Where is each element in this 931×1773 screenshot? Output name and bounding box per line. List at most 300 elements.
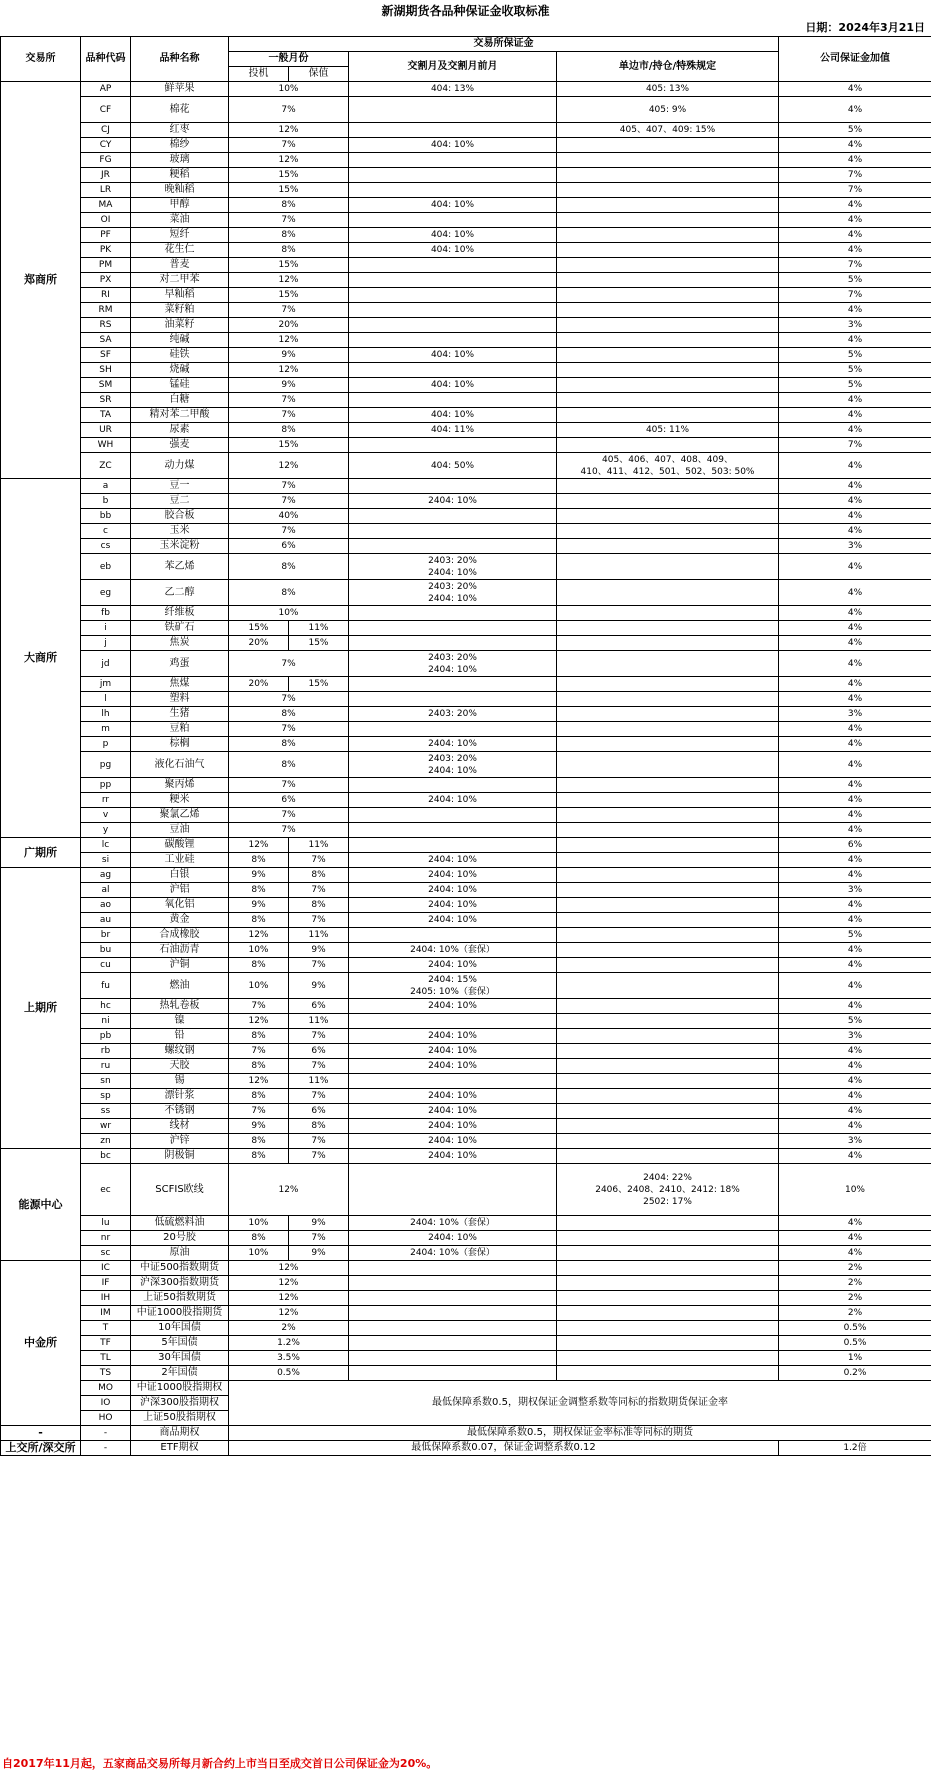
table-row: [1, 1351, 931, 1366]
company-add-cell: 3%: [779, 539, 931, 554]
delivery-margin-cell: [349, 677, 557, 692]
spec-margin-cell: 10%: [229, 973, 289, 999]
general-margin-cell: 10%: [229, 606, 349, 621]
hedge-margin-cell: 6%: [289, 1104, 349, 1119]
name-cell: 晚籼稻: [131, 183, 229, 198]
special-rule-cell: [557, 168, 779, 183]
delivery-margin-cell: [349, 524, 557, 539]
name-cell: 纯碱: [131, 333, 229, 348]
name-cell: 豆油: [131, 823, 229, 838]
option-rule-cell: 最低保障系数0.07，保证金调整系数0.12: [229, 1441, 779, 1456]
delivery-margin-cell: 404: 10%: [349, 243, 557, 258]
table-row: [1, 606, 931, 621]
table-row: [1, 973, 931, 999]
general-margin-cell: 12%: [229, 333, 349, 348]
company-add-cell: 4%: [779, 198, 931, 213]
company-add-cell: 4%: [779, 1216, 931, 1231]
spec-margin-cell: 12%: [229, 838, 289, 853]
company-add-cell: 4%: [779, 636, 931, 651]
general-margin-cell: 0.5%: [229, 1366, 349, 1381]
code-cell: SA: [81, 333, 131, 348]
spec-margin-cell: 12%: [229, 1074, 289, 1089]
name-cell: 早籼稻: [131, 288, 229, 303]
special-rule-cell: [557, 1149, 779, 1164]
delivery-margin-cell: [349, 213, 557, 228]
code-cell: al: [81, 883, 131, 898]
spec-margin-cell: 8%: [229, 853, 289, 868]
special-rule-cell: [557, 883, 779, 898]
delivery-margin-cell: [349, 722, 557, 737]
name-cell: 5年国债: [131, 1336, 229, 1351]
name-cell: 鸡蛋: [131, 651, 229, 677]
table-row: [1, 539, 931, 554]
exchange-cell: -: [1, 1426, 81, 1441]
table-row: [1, 438, 931, 453]
company-add-cell: 0.5%: [779, 1336, 931, 1351]
delivery-margin-cell: 404: 10%: [349, 408, 557, 423]
delivery-margin-cell: [349, 808, 557, 823]
code-cell: v: [81, 808, 131, 823]
table-row: [1, 808, 931, 823]
special-rule-cell: [557, 1261, 779, 1276]
table-row: [1, 692, 931, 707]
special-rule-cell: [557, 677, 779, 692]
delivery-margin-cell: 2404: 10%: [349, 494, 557, 509]
company-add-cell: 0.2%: [779, 1366, 931, 1381]
table-row: [1, 1134, 931, 1149]
special-rule-cell: [557, 1104, 779, 1119]
table-row: [1, 722, 931, 737]
company-add-cell: 4%: [779, 898, 931, 913]
footer-note: 自2017年11月起，五家商品交易所每月新合约上市当日至成交首日公司保证金为20%。: [2, 1757, 438, 1770]
delivery-margin-cell: 2404: 10%: [349, 1104, 557, 1119]
spec-margin-cell: 8%: [229, 913, 289, 928]
code-cell: RM: [81, 303, 131, 318]
general-margin-cell: 7%: [229, 823, 349, 838]
name-cell: 塑料: [131, 692, 229, 707]
name-cell: 中证1000股指期权: [131, 1381, 229, 1396]
hedge-margin-cell: 8%: [289, 1119, 349, 1134]
table-row: [1, 621, 931, 636]
special-rule-cell: [557, 1134, 779, 1149]
special-rule-cell: [557, 438, 779, 453]
general-margin-cell: 12%: [229, 273, 349, 288]
delivery-margin-cell: [349, 636, 557, 651]
name-cell: 螺纹钢: [131, 1044, 229, 1059]
delivery-margin-cell: 2404: 15% 2405: 10%（套保）: [349, 973, 557, 999]
name-cell: 豆粕: [131, 722, 229, 737]
general-margin-cell: 7%: [229, 651, 349, 677]
delivery-margin-cell: [349, 1366, 557, 1381]
general-margin-cell: 8%: [229, 243, 349, 258]
name-cell: 2年国债: [131, 1366, 229, 1381]
code-cell: c: [81, 524, 131, 539]
company-add-cell: 4%: [779, 153, 931, 168]
table-row: [1, 1044, 931, 1059]
exchange-cell: 广期所: [1, 838, 81, 868]
company-add-cell: 4%: [779, 228, 931, 243]
company-add-cell: 4%: [779, 509, 931, 524]
hedge-margin-cell: 15%: [289, 677, 349, 692]
company-add-cell: 7%: [779, 258, 931, 273]
special-rule-cell: 2404: 22% 2406、2408、2410、2412: 18% 2502: 17%: [557, 1164, 779, 1216]
code-cell: IO: [81, 1396, 131, 1411]
delivery-margin-cell: 2404: 10%: [349, 868, 557, 883]
general-margin-cell: 8%: [229, 554, 349, 580]
name-cell: 棉花: [131, 97, 229, 123]
hedge-margin-cell: 7%: [289, 958, 349, 973]
spec-margin-cell: 9%: [229, 898, 289, 913]
general-margin-cell: 9%: [229, 348, 349, 363]
name-cell: 玉米淀粉: [131, 539, 229, 554]
code-cell: rr: [81, 793, 131, 808]
company-add-cell: 4%: [779, 1044, 931, 1059]
special-rule-cell: [557, 198, 779, 213]
company-add-cell: 4%: [779, 1231, 931, 1246]
special-rule-cell: [557, 408, 779, 423]
code-cell: MO: [81, 1381, 131, 1396]
table-row: [1, 1164, 931, 1216]
name-cell: 菜籽粕: [131, 303, 229, 318]
general-margin-cell: 12%: [229, 123, 349, 138]
special-rule-cell: 405、407、409: 15%: [557, 123, 779, 138]
special-rule-cell: [557, 509, 779, 524]
code-cell: TS: [81, 1366, 131, 1381]
code-cell: SM: [81, 378, 131, 393]
name-cell: 合成橡胶: [131, 928, 229, 943]
code-cell: rb: [81, 1044, 131, 1059]
delivery-margin-cell: 2403: 20% 2404: 10%: [349, 752, 557, 778]
code-cell: lu: [81, 1216, 131, 1231]
company-add-cell: 4%: [779, 737, 931, 752]
delivery-margin-cell: 2404: 10%: [349, 1059, 557, 1074]
code-cell: TL: [81, 1351, 131, 1366]
name-cell: 不锈钢: [131, 1104, 229, 1119]
table-row: [1, 651, 931, 677]
code-cell: br: [81, 928, 131, 943]
name-cell: 聚氯乙烯: [131, 808, 229, 823]
code-cell: AP: [81, 82, 131, 97]
header-delivery-month: 交割月及交割月前月: [349, 52, 557, 82]
company-add-cell: 4%: [779, 677, 931, 692]
name-cell: 30年国债: [131, 1351, 229, 1366]
delivery-margin-cell: [349, 479, 557, 494]
company-add-cell: 4%: [779, 453, 931, 479]
spec-margin-cell: 20%: [229, 636, 289, 651]
general-margin-cell: 7%: [229, 97, 349, 123]
table-row: [1, 1321, 931, 1336]
table-row: [1, 453, 931, 479]
delivery-margin-cell: 2404: 10%: [349, 1044, 557, 1059]
code-cell: SF: [81, 348, 131, 363]
table-row: [1, 823, 931, 838]
code-cell: UR: [81, 423, 131, 438]
special-rule-cell: [557, 722, 779, 737]
company-add-cell: 4%: [779, 554, 931, 580]
delivery-margin-cell: 2404: 10%: [349, 913, 557, 928]
spec-margin-cell: 8%: [229, 1029, 289, 1044]
table-row: [1, 554, 931, 580]
general-margin-cell: 12%: [229, 363, 349, 378]
hedge-margin-cell: 7%: [289, 1134, 349, 1149]
name-cell: 对二甲苯: [131, 273, 229, 288]
name-cell: 红枣: [131, 123, 229, 138]
spec-margin-cell: 12%: [229, 1014, 289, 1029]
delivery-margin-cell: [349, 123, 557, 138]
table-row: [1, 928, 931, 943]
name-cell: 中证1000股指期货: [131, 1306, 229, 1321]
company-add-cell: 4%: [779, 621, 931, 636]
general-margin-cell: 7%: [229, 393, 349, 408]
general-margin-cell: 6%: [229, 539, 349, 554]
company-add-cell: 4%: [779, 999, 931, 1014]
table-row: [1, 958, 931, 973]
delivery-margin-cell: 2403: 20%: [349, 707, 557, 722]
special-rule-cell: 405: 11%: [557, 423, 779, 438]
name-cell: 白糖: [131, 393, 229, 408]
delivery-margin-cell: [349, 1306, 557, 1321]
table-row: [1, 408, 931, 423]
table-row: [1, 868, 931, 883]
delivery-margin-cell: [349, 1321, 557, 1336]
delivery-margin-cell: 2404: 10%（套保）: [349, 943, 557, 958]
header-general-month: 一般月份: [229, 52, 349, 67]
delivery-margin-cell: [349, 318, 557, 333]
company-add-cell: 1%: [779, 1351, 931, 1366]
spec-margin-cell: 8%: [229, 1089, 289, 1104]
table-row: [1, 1029, 931, 1044]
name-cell: 热轧卷板: [131, 999, 229, 1014]
spec-margin-cell: 10%: [229, 1246, 289, 1261]
table-row: [1, 913, 931, 928]
company-add-cell: 4%: [779, 243, 931, 258]
delivery-margin-cell: 2404: 10%: [349, 793, 557, 808]
delivery-margin-cell: 2404: 10%: [349, 1231, 557, 1246]
code-cell: FG: [81, 153, 131, 168]
table-row: [1, 494, 931, 509]
company-add-cell: 4%: [779, 752, 931, 778]
special-rule-cell: [557, 333, 779, 348]
company-add-cell: 7%: [779, 168, 931, 183]
special-rule-cell: [557, 621, 779, 636]
code-cell: PF: [81, 228, 131, 243]
name-cell: 锡: [131, 1074, 229, 1089]
company-add-cell: 4%: [779, 1119, 931, 1134]
company-add-cell: 4%: [779, 823, 931, 838]
special-rule-cell: [557, 1216, 779, 1231]
company-add-cell: 4%: [779, 778, 931, 793]
name-cell: 原油: [131, 1246, 229, 1261]
delivery-margin-cell: [349, 838, 557, 853]
company-add-cell: 4%: [779, 722, 931, 737]
spec-margin-cell: 8%: [229, 883, 289, 898]
code-cell: CY: [81, 138, 131, 153]
table-row: [1, 348, 931, 363]
delivery-margin-cell: 404: 50%: [349, 453, 557, 479]
table-row: [1, 838, 931, 853]
special-rule-cell: [557, 999, 779, 1014]
general-margin-cell: 15%: [229, 258, 349, 273]
spec-margin-cell: 20%: [229, 677, 289, 692]
company-add-cell: 4%: [779, 943, 931, 958]
name-cell: 漂针浆: [131, 1089, 229, 1104]
delivery-margin-cell: [349, 1164, 557, 1216]
table-row: [1, 288, 931, 303]
table-row: [1, 333, 931, 348]
table-row: [1, 1381, 931, 1396]
table-row: [1, 363, 931, 378]
name-cell: 菜油: [131, 213, 229, 228]
name-cell: 苯乙烯: [131, 554, 229, 580]
hedge-margin-cell: 9%: [289, 943, 349, 958]
general-margin-cell: 12%: [229, 153, 349, 168]
company-add-cell: 3%: [779, 318, 931, 333]
code-cell: IH: [81, 1291, 131, 1306]
delivery-margin-cell: [349, 692, 557, 707]
general-margin-cell: 7%: [229, 808, 349, 823]
table-row: [1, 1366, 931, 1381]
name-cell: 沪深300股指期权: [131, 1396, 229, 1411]
special-rule-cell: [557, 303, 779, 318]
company-add-cell: 4%: [779, 580, 931, 606]
special-rule-cell: [557, 808, 779, 823]
margin-table: [0, 36, 931, 1456]
general-margin-cell: 8%: [229, 707, 349, 722]
delivery-margin-cell: 2403: 20% 2404: 10%: [349, 580, 557, 606]
company-add-cell: 5%: [779, 378, 931, 393]
name-cell: 白银: [131, 868, 229, 883]
special-rule-cell: [557, 752, 779, 778]
code-cell: HO: [81, 1411, 131, 1426]
code-cell: LR: [81, 183, 131, 198]
delivery-margin-cell: 2403: 20% 2404: 10%: [349, 554, 557, 580]
company-add-cell: 4%: [779, 793, 931, 808]
code-cell: RS: [81, 318, 131, 333]
delivery-margin-cell: 404: 10%: [349, 228, 557, 243]
company-add-cell: 4%: [779, 606, 931, 621]
company-add-cell: 10%: [779, 1164, 931, 1216]
table-row: [1, 258, 931, 273]
general-margin-cell: 8%: [229, 737, 349, 752]
table-row: [1, 853, 931, 868]
general-margin-cell: 12%: [229, 1261, 349, 1276]
table-row: [1, 1216, 931, 1231]
code-cell: PX: [81, 273, 131, 288]
table-row: [1, 1306, 931, 1321]
delivery-margin-cell: [349, 153, 557, 168]
general-margin-cell: 9%: [229, 378, 349, 393]
special-rule-cell: [557, 1059, 779, 1074]
company-add-cell: 4%: [779, 1149, 931, 1164]
company-add-cell: 5%: [779, 123, 931, 138]
special-rule-cell: [557, 153, 779, 168]
code-cell: nr: [81, 1231, 131, 1246]
name-cell: 普麦: [131, 258, 229, 273]
table-row: [1, 1059, 931, 1074]
code-cell: pb: [81, 1029, 131, 1044]
company-add-cell: 4%: [779, 97, 931, 123]
special-rule-cell: 405: 13%: [557, 82, 779, 97]
company-add-cell: 4%: [779, 958, 931, 973]
code-cell: zn: [81, 1134, 131, 1149]
code-cell: -: [81, 1426, 131, 1441]
delivery-margin-cell: [349, 509, 557, 524]
special-rule-cell: [557, 348, 779, 363]
header-code: 品种代码: [81, 37, 131, 82]
general-margin-cell: 15%: [229, 168, 349, 183]
delivery-margin-cell: [349, 1014, 557, 1029]
special-rule-cell: [557, 228, 779, 243]
general-margin-cell: 7%: [229, 692, 349, 707]
delivery-margin-cell: 2404: 10%: [349, 737, 557, 752]
delivery-margin-cell: [349, 288, 557, 303]
table-row: [1, 1089, 931, 1104]
special-rule-cell: [557, 138, 779, 153]
table-row: [1, 580, 931, 606]
special-rule-cell: [557, 868, 779, 883]
name-cell: 沪铝: [131, 883, 229, 898]
special-rule-cell: [557, 524, 779, 539]
code-cell: cs: [81, 539, 131, 554]
code-cell: fb: [81, 606, 131, 621]
delivery-margin-cell: [349, 303, 557, 318]
delivery-margin-cell: [349, 539, 557, 554]
code-cell: CF: [81, 97, 131, 123]
table-row: [1, 677, 931, 692]
name-cell: 工业硅: [131, 853, 229, 868]
delivery-margin-cell: [349, 438, 557, 453]
name-cell: 焦煤: [131, 677, 229, 692]
company-add-cell: 4%: [779, 868, 931, 883]
code-cell: IF: [81, 1276, 131, 1291]
exchange-cell: 郑商所: [1, 82, 81, 479]
code-cell: bb: [81, 509, 131, 524]
name-cell: 聚丙烯: [131, 778, 229, 793]
special-rule-cell: [557, 378, 779, 393]
name-cell: 镍: [131, 1014, 229, 1029]
name-cell: 中证500指数期货: [131, 1261, 229, 1276]
delivery-margin-cell: 2404: 10%: [349, 898, 557, 913]
exchange-cell: 上期所: [1, 868, 81, 1149]
code-cell: TF: [81, 1336, 131, 1351]
hedge-margin-cell: 8%: [289, 868, 349, 883]
name-cell: 生猪: [131, 707, 229, 722]
name-cell: 黄金: [131, 913, 229, 928]
company-add-cell: 4%: [779, 333, 931, 348]
general-margin-cell: 10%: [229, 82, 349, 97]
name-cell: 棕榈: [131, 737, 229, 752]
table-row: [1, 793, 931, 808]
delivery-margin-cell: [349, 1276, 557, 1291]
code-cell: b: [81, 494, 131, 509]
special-rule-cell: [557, 539, 779, 554]
company-add-cell: 4%: [779, 213, 931, 228]
header-special-rule: 单边市/持仓/特殊规定: [557, 52, 779, 82]
code-cell: jd: [81, 651, 131, 677]
header-company-add: 公司保证金加值: [779, 37, 931, 82]
code-cell: ZC: [81, 453, 131, 479]
company-add-cell: 5%: [779, 1014, 931, 1029]
spec-margin-cell: 15%: [229, 621, 289, 636]
table-row: [1, 153, 931, 168]
name-cell: 油菜籽: [131, 318, 229, 333]
special-rule-cell: [557, 1276, 779, 1291]
company-add-cell: 5%: [779, 348, 931, 363]
hedge-margin-cell: 7%: [289, 1231, 349, 1246]
general-margin-cell: 8%: [229, 580, 349, 606]
table-row: [1, 509, 931, 524]
name-cell: 上证50股指期权: [131, 1411, 229, 1426]
